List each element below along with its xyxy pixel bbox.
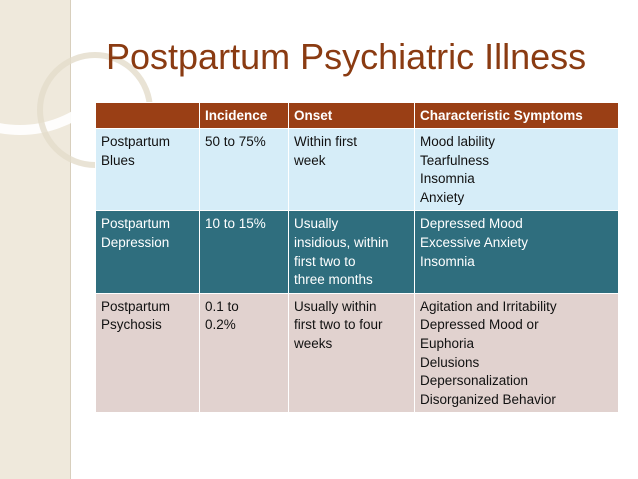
symptoms-line: Delusions — [420, 354, 480, 370]
table-row — [96, 211, 619, 293]
name-line: Postpartum — [101, 216, 171, 232]
cell-incidence — [200, 293, 289, 413]
symptoms-line: Disorganized Behavior — [420, 391, 556, 407]
cell-incidence — [200, 129, 289, 211]
cell-onset — [289, 293, 415, 413]
illness-table — [95, 102, 619, 413]
table-row — [96, 129, 619, 211]
onset-line: three months — [294, 272, 373, 288]
symptoms-line: Tearfulness — [420, 152, 490, 168]
symptoms-line: Depressed Mood or — [420, 317, 539, 333]
symptoms-line: Depersonalization — [420, 373, 529, 389]
table-header-row — [96, 103, 619, 129]
incidence-line: 10 to 15% — [205, 216, 266, 232]
name-line: Blues — [101, 152, 135, 168]
onset-line: insidious, within — [294, 234, 389, 250]
header-onset: Onset — [289, 103, 415, 129]
header-incidence: Incidence — [200, 103, 289, 129]
cell-symptoms — [415, 211, 619, 293]
name-line: Postpartum — [101, 298, 171, 314]
cell-onset — [289, 129, 415, 211]
symptoms-line: Agitation and Irritability — [420, 298, 557, 314]
cell-name — [96, 129, 200, 211]
onset-line: first two to — [294, 253, 356, 269]
header-symptoms: Characteristic Symptoms — [415, 103, 619, 129]
header-empty — [96, 103, 200, 129]
symptoms-line: Excessive Anxiety — [420, 234, 529, 250]
symptoms-line: Insomnia — [420, 253, 475, 269]
table-row — [96, 293, 619, 413]
symptoms-line: Anxiety — [420, 189, 465, 205]
cell-incidence — [200, 211, 289, 293]
onset-line: Usually — [294, 216, 339, 232]
symptoms-line: Depressed Mood — [420, 216, 523, 232]
incidence-line: 50 to 75% — [205, 134, 266, 149]
onset-line: weeks — [294, 335, 333, 351]
symptoms-line: Mood lability — [420, 134, 496, 149]
name-line: Depression — [101, 234, 170, 250]
onset-line: Usually within — [294, 298, 377, 314]
incidence-line: 0.2% — [205, 317, 236, 333]
onset-line: Within first — [294, 134, 358, 149]
cell-onset — [289, 211, 415, 293]
onset-line: week — [294, 152, 326, 168]
table-body — [96, 129, 619, 413]
cell-name — [96, 211, 200, 293]
name-line: Postpartum — [101, 134, 171, 149]
slide-title: Postpartum Psychiatric Illness — [106, 36, 587, 77]
onset-line: first two to four — [294, 317, 383, 333]
cell-name — [96, 293, 200, 413]
cell-symptoms — [415, 129, 619, 211]
cell-symptoms — [415, 293, 619, 413]
name-line: Psychosis — [101, 317, 162, 333]
symptoms-line: Euphoria — [420, 335, 475, 351]
incidence-line: 0.1 to — [205, 298, 239, 314]
symptoms-line: Insomnia — [420, 171, 475, 187]
